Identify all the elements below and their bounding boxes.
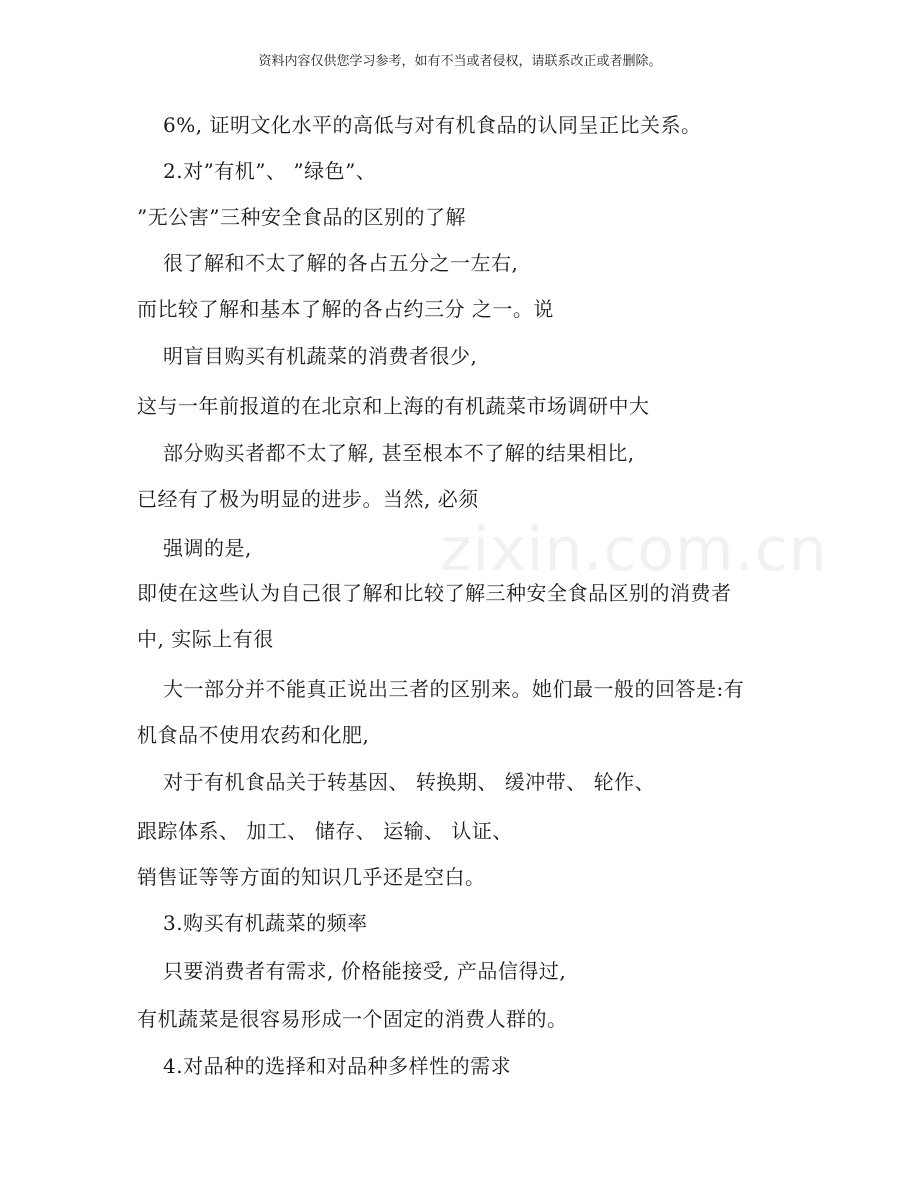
watermark: zixin.com.cn — [440, 515, 828, 585]
text-line: 4.对品种的选择和对品种多样性的需求 — [163, 1054, 512, 1078]
text-line: ”无公害”三种安全食品的区别的了解 — [137, 205, 466, 229]
text-line: 机食品不使用农药和化肥, — [137, 723, 370, 747]
text-line: 有机蔬菜是很容易形成一个固定的消费人群的。 — [137, 1007, 568, 1031]
text-line: 中, 实际上有很 — [137, 627, 274, 651]
text-line: 明盲目购买有机蔬菜的消费者很少, — [163, 344, 478, 368]
page-header-note: 资料内容仅供您学习参考，如有不当或者侵权，请联系改正或者删除。 — [258, 54, 662, 69]
text-line: 而比较了解和基本了解的各占约三分 之一。说 — [137, 297, 554, 321]
text-line: 即使在这些认为自己很了解和比较了解三种安全食品区别的消费者 — [137, 581, 732, 605]
text-line: 强调的是, — [163, 536, 252, 560]
text-line: 销售证等等方面的知识几乎还是空白。 — [137, 865, 486, 889]
text-line: 大一部分并不能真正说出三者的区别来。她们最一般的回答是:有 — [163, 677, 745, 701]
text-line: 只要消费者有需求, 价格能接受, 产品信得过, — [163, 959, 567, 983]
text-line: 3.购买有机蔬菜的频率 — [163, 911, 368, 935]
text-line: 2.对”有机”、 ”绿色”、 — [163, 159, 377, 183]
text-line: 很了解和不太了解的各占五分之一左右, — [163, 251, 519, 275]
text-line: 跟踪体系、 加工、 储存、 运输、 认证、 — [137, 819, 513, 843]
text-line: 对于有机食品关于转基因、 转换期、 缓冲带、 轮作、 — [163, 770, 656, 794]
text-line: 这与一年前报道的在北京和上海的有机蔬菜市场调研中大 — [137, 394, 650, 418]
text-line: 6%, 证明文化水平的高低与对有机食品的认同呈正比关系。 — [163, 113, 702, 137]
text-line: 部分购买者都不太了解, 甚至根本不了解的结果相比, — [163, 441, 635, 465]
text-line: 已经有了极为明显的进步。当然, 必须 — [137, 487, 479, 511]
